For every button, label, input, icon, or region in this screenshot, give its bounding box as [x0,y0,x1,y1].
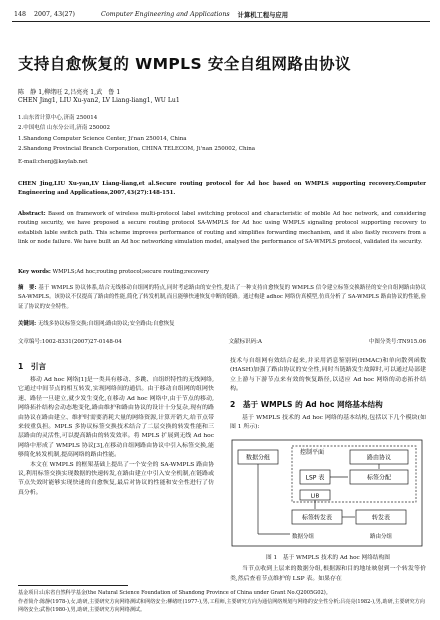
figure-1-caption: 图 1 基于 WMPLS 技术的 Ad hoc 网络结构图 [266,555,390,562]
lib-label: LIB [310,493,320,500]
authors-cn: 陈 静 1,柳绪旺 2,吕亮亮 1,武 鲁 1 [18,89,121,96]
section-1-paragraph-1: 移动 Ad hoc 网络[1]是一类具有移动、多跳、自组织特性的无线网络,它通过中间节点的相互转发,实现网络间的通信。由于移动自组网的组网快速、路径一旦建立,就少发生变化,在移动 Ad hoc 网络中,由于节点的移动,网络拓扑结构会动态地变化,路由维护和路由协议的设计十分复杂,现有的路由协议在路由建立、维护时需要消耗大量的网络资源,计算开销大,给节点带来较重负担。MPLS 多协议标签交换技术结合了二层交换的转发性能和三层路由的灵活性,可以提高路由的转发效率。将 MPLS 扩展到无线 Ad hoc 网络中形成了 WMPLS 协议[3],在移动自组网路由协议中引入标签交换,能够简化转发机制,提高网络的路由性能。 [18,377,214,459]
abstract-cn-text: 基于 WMPLS 协议体系,结合无线移动自组网的特点,同时考虑路由的安全性,提出了一种支持自愈恢复的 WMPLS 信令建立标签交换路径的安全自组网路由协议 SA-WMPLS。该协议不仅提高了路由的性能,简化了转发机制,而且能够快速恢复中断的链路。通过构建 adhoc 网络仿真模型,仿真分析了 SA-WMPLS 路由协议的性能,验证了协议的安全特性。 [18,285,426,310]
footnote-rule [18,585,128,586]
abstract-text: Based on framework of wireless multi-protocol label switching protocol and characteristic of mobile Ad hoc network, and considering routing security, we have proposed a secure routing protocol SA-WMPLS for Ad hoc using WMPLS signaling protocol supporting recovery to establish lable switch path. This scheme improves performance of routing and simplifies forwarding mechanism, and it also fastly recovers from a link or node failure. We have built an Ad hoc networking simulation model, analysed the performance of SA-WMPLS protocol, validated its security. [18,211,426,246]
keywords-cn [18,320,426,329]
left-column [18,357,214,498]
journal-name-cn: 计算机工程与应用 [237,11,289,19]
keywords-cn-text: 无线多协议标签交换;自组网;路由协议;安全路由;自愈恢复 [37,321,175,327]
section-1-title: 1 引言 [18,362,47,371]
abstract-label: Abstract: [18,211,46,217]
authors-en: CHEN Jing1, LIU Xu-yan2, LV Liang-liang1, WU Lu1 [18,97,180,104]
clc-number: 中图分类号:TN915.06 [368,339,426,345]
document-ids [18,337,426,345]
affiliation-cn-2: 2.中国电信 山东分公司,济南 250002 [18,125,110,131]
right-column [230,357,426,584]
affiliation-cn-1: 1.山东省计算中心,济南 250014 [18,115,98,121]
forward-table-label: 转发表 [371,514,391,522]
routing-protocol-label: 路由协议 [366,454,392,462]
running-header [14,8,430,20]
footnote-authors: 作者简介:陈静(1978-),女,助研,主要研究方向网络测试和网络安全;柳绪旺(1977-),男,工程师,主要研究方向为通信网络规划与网络的安全性分析;吕亮亮(1982-),男,助研,主要研究方向网络安全;武鲁(1980-),男,助研,主要研究方向网络测试。 [18,599,425,614]
keywords-label: Key words: [18,269,51,275]
label-distribution-label: 标签分配 [366,474,392,482]
data-packet-label: 数据分组 [245,454,271,462]
control-plane-label: 控制平面 [300,449,325,457]
keywords-text: WMPLS;Ad hoc;routing protocol;secure routing;recovery [52,269,210,275]
data-in-label: 数据分组 [292,534,315,541]
email: E-mail:chenj@keylab.net [18,159,88,165]
page-number: 148 [14,10,27,18]
doc-number: 文章编号:1002-8331(2007)27-0148-04 [18,339,122,345]
doc-code: 文献标识码:A [228,339,262,345]
lsp-table-label: LSP 表 [305,474,325,482]
abstract-cn [18,284,426,312]
label-forward-label: 标签转发表 [301,514,333,522]
header-rule [12,21,430,22]
footnote-funding: 基金项目:山东省自然科学基金(the Natural Science Foundation of Shandong Province of China under Grant No.Q2005G02)。 [18,590,331,596]
right-intro-paragraph: 技术与自组网有效结合起来,并采用消息鉴别码(HMAC)和单向散列函数(HASH)加强了路由协议的安全性,同时当链路发生故障时,可以通过局部建立上游与下游节点来有效的恢复路径,以适应 Ad hoc 网络的动态拓扑结构。 [230,358,426,393]
abstract-cn-label: 摘 要: [18,285,37,291]
affiliation-en-2: 2.Shandong Provincial Branch Corporation, CHINA TELECOM, Ji'nan 250002, China [18,146,256,152]
keywords-cn-label: 关键词: [18,321,37,327]
section-2-paragraph: 基于 WMPLS 技术的 Ad hoc 网络的基本结构,包括以下几个模块(如图 1 所示): [230,414,426,431]
issue-info: 2007, 43(27) [34,10,75,18]
keywords-en [18,268,426,277]
affiliation-en-1: 1.Shandong Computer Science Center, Ji'nan 250014, China [18,136,187,142]
figure-1 [230,438,424,550]
right-tail-paragraph: 当节点收到上层来的数据分组,根据源和目的地址映射到一个转发等价类,然后查看节点维护的 LSP 表。如果存在 [230,566,426,582]
abstract-en [18,210,426,248]
data-out-label: 路由分组 [370,534,393,541]
figure-1-diagram [230,438,424,550]
citation: CHEN Jing,LIU Xu-yan,LV Liang-liang,et al.Secure routing protocol for Ad hoc based on WMPLS supporting recovery.Computer Engineering and Applications,2007,43(27):148-151. [18,181,426,197]
paper-title: 支持自愈恢复的 WMPLS 安全自组网路由协议 [18,55,351,73]
section-2-title: 2 基于 WMPLS 的 Ad hoc 网络基本结构 [230,399,383,409]
section-1-paragraph-2: 本文在 WMPLS 的框架基础上提出了一个安全的 SA-WMPLS 路由协议,利用标签交换实现数据的快速转发,在路由建立中引入安全机制,在链路或节点失效时能够实现快速的自愈恢复,最后对协议的性能和安全性进行了仿真分析。 [18,461,214,496]
journal-name-en: Computer Engineering and Applications [101,10,230,18]
